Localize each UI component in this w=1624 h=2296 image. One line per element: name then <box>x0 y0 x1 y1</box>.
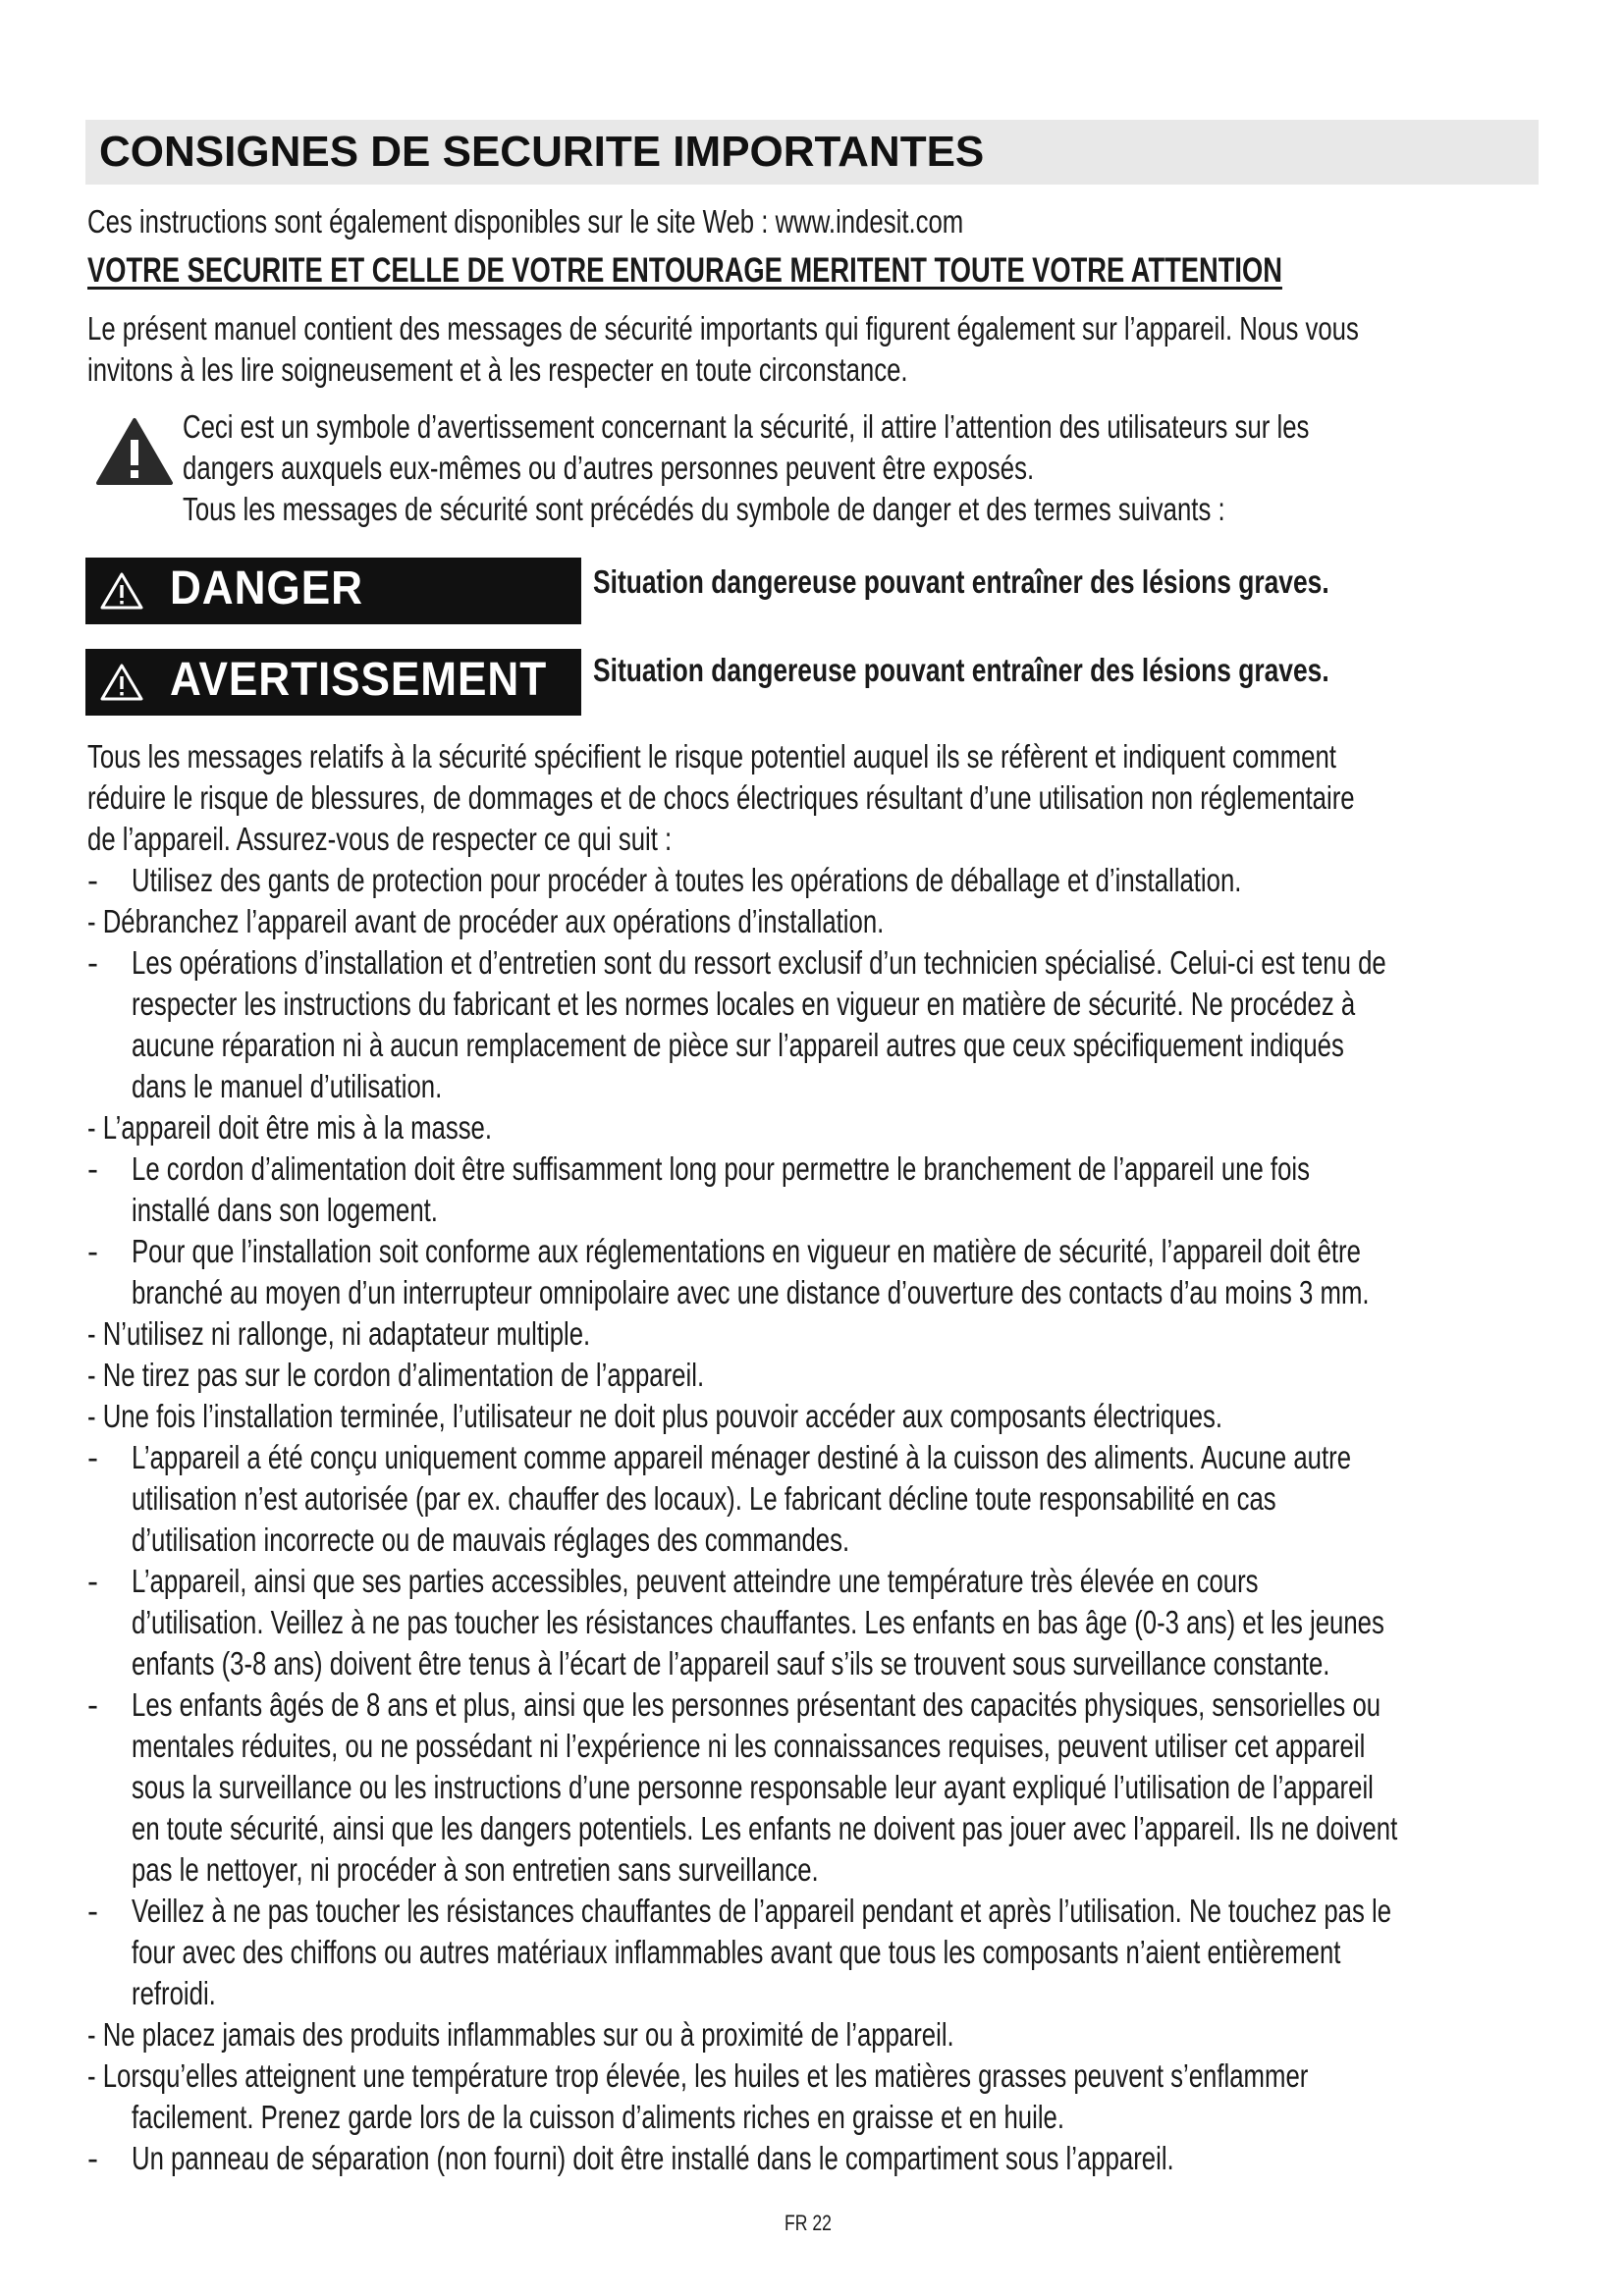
list-item: - Ne placez jamais des produits inflammables sur ou à proximité de l’appareil. <box>87 2016 954 2053</box>
symbol-line-3: Tous les messages de sécurité sont précédés du symbole de danger et des termes suivants : <box>183 491 1225 527</box>
section-subtitle: VOTRE SECURITE ET CELLE DE VOTRE ENTOURAGE MERITENT TOUTE VOTRE ATTENTION <box>87 251 1282 290</box>
list-item-continued: dans le manuel d’utilisation. <box>132 1068 443 1104</box>
list-item: L’appareil a été conçu uniquement comme appareil ménager destiné à la cuisson des aliments. Aucune autre <box>132 1439 1352 1475</box>
list-item-continued: d’utilisation incorrecte ou de mauvais réglages des commandes. <box>132 1522 850 1558</box>
list-item: Un panneau de séparation (non fourni) doit être installé dans le compartiment sous l’appareil. <box>132 2140 1174 2176</box>
symbol-line-1: Ceci est un symbole d’avertissement concernant la sécurité, il attire l’attention des utilisateurs sur les <box>183 408 1310 445</box>
avertissement-warning-icon <box>99 663 144 702</box>
body-line-1: Tous les messages relatifs à la sécurité spécifient le risque potentiel auquel ils se réfèrent et indiquent comment <box>87 738 1336 774</box>
warning-badge <box>85 649 581 716</box>
danger-label: DANGER <box>170 562 363 614</box>
symbol-line-2: dangers auxquels eux-mêmes ou d’autres personnes peuvent être exposés. <box>183 450 1035 486</box>
page-number: FR 22 <box>785 2211 832 2235</box>
list-item-continued: mentales réduites, ou ne possédant ni l’expérience ni les connaissances requises, peuvent utiliser cet appareil <box>132 1728 1366 1764</box>
list-item: Les opérations d’installation et d’entretien sont du ressort exclusif d’un technicien spécialisé. Celui-ci est tenu de <box>132 944 1386 981</box>
list-item: Utilisez des gants de protection pour procéder à toutes les opérations de déballage et d’installation. <box>132 862 1242 898</box>
bullet-dash: - <box>87 1150 98 1187</box>
list-item: Les enfants âgés de 8 ans et plus, ainsi que les personnes présentant des capacités physiques, sensorielles ou <box>132 1686 1381 1723</box>
danger-badge <box>85 558 581 624</box>
list-item: L’appareil, ainsi que ses parties accessibles, peuvent atteindre une température très élevée en cours <box>132 1563 1259 1599</box>
warning-triangle-icon <box>94 416 175 487</box>
list-item-continued: refroidi. <box>132 1975 216 2011</box>
list-item: - L’appareil doit être mis à la masse. <box>87 1109 493 1146</box>
intro-line-1: Le présent manuel contient des messages de sécurité importants qui figurent également sur l’appareil. Nous vous <box>87 310 1359 347</box>
bullet-dash: - <box>87 1686 98 1723</box>
bullet-dash: - <box>87 1893 98 1929</box>
bullet-dash: - <box>87 1563 98 1599</box>
bullet-dash: - <box>87 2140 98 2176</box>
intro-line-2: invitons à les lire soigneusement et à les respecter en toute circonstance. <box>87 351 908 388</box>
bullet-dash: - <box>87 862 98 898</box>
list-item-continued: aucune réparation ni à aucun remplacement de pièce sur l’appareil autres que ceux spécifiquement indiqués <box>132 1027 1344 1063</box>
bullet-dash: - <box>87 1439 98 1475</box>
list-item-continued: d’utilisation. Veillez à ne pas toucher les résistances chauffantes. Les enfants en bas âge (0-3 ans) et les jeunes <box>132 1604 1384 1640</box>
danger-description: Situation dangereuse pouvant entraîner des lésions graves. <box>593 563 1329 600</box>
list-item-continued: en toute sécurité, ainsi que les dangers potentiels. Les enfants ne doivent pas jouer avec l’appareil. Ils ne doivent <box>132 1810 1398 1846</box>
list-item-continued: pas le nettoyer, ni procéder à son entretien sans surveillance. <box>132 1851 819 1888</box>
warning-description: Situation dangereuse pouvant entraîner des lésions graves. <box>593 652 1329 688</box>
list-item: - Ne tirez pas sur le cordon d’alimentation de l’appareil. <box>87 1357 705 1393</box>
body-line-2: réduire le risque de blessures, de dommages et de chocs électriques résultant d’une utilisation non réglementaire <box>87 779 1355 816</box>
bullet-dash: - <box>87 1233 98 1269</box>
list-item-continued: four avec des chiffons ou autres matériaux inflammables avant que tous les composants n’aient entièrement <box>132 1934 1341 1970</box>
website-line: Ces instructions sont également disponibles sur le site Web : www.indesit.com <box>87 203 964 240</box>
list-item: Pour que l’installation soit conforme aux réglementations en vigueur en matière de sécurité, l’appareil doit être <box>132 1233 1361 1269</box>
title-bar <box>85 120 1539 185</box>
list-item: - Une fois l’installation terminée, l’utilisateur ne doit plus pouvoir accéder aux composants électriques. <box>87 1398 1223 1434</box>
list-item-continued: respecter les instructions du fabricant et les normes locales en vigueur en matière de sécurité. Ne procédez à <box>132 986 1356 1022</box>
list-item-continued: installé dans son logement. <box>132 1192 438 1228</box>
danger-warning-icon <box>99 571 144 611</box>
warning-label: AVERTISSEMENT <box>170 654 548 706</box>
list-item-continued: utilisation n’est autorisée (par ex. chauffer des locaux). Le fabricant décline toute responsabilité en cas <box>132 1480 1276 1517</box>
list-item-continued: facilement. Prenez garde lors de la cuisson d’aliments riches en graisse et en huile. <box>132 2099 1065 2135</box>
list-item-continued: enfants (3-8 ans) doivent être tenus à l’écart de l’appareil sauf s’ils se trouvent sous surveillance constante. <box>132 1645 1330 1682</box>
list-item-continued: branché au moyen d’un interrupteur omnipolaire avec une distance d’ouverture des contacts d’au moins 3 mm. <box>132 1274 1370 1310</box>
list-item: - Lorsqu’elles atteignent une température trop élevée, les huiles et les matières grasses peuvent s’enflammer <box>87 2057 1309 2094</box>
bullet-dash: - <box>87 944 98 981</box>
list-item: Le cordon d’alimentation doit être suffisamment long pour permettre le branchement de l’appareil une fois <box>132 1150 1310 1187</box>
body-line-3: de l’appareil. Assurez-vous de respecter ce qui suit : <box>87 821 673 857</box>
list-item: - Débranchez l’appareil avant de procéder aux opérations d’installation. <box>87 903 885 939</box>
list-item: - N’utilisez ni rallonge, ni adaptateur multiple. <box>87 1315 591 1352</box>
page-title: CONSIGNES DE SECURITE IMPORTANTES <box>99 128 985 176</box>
list-item: Veillez à ne pas toucher les résistances chauffantes de l’appareil pendant et après l’utilisation. Ne touchez pas le <box>132 1893 1392 1929</box>
list-item-continued: sous la surveillance ou les instructions d’une personne responsable leur ayant expliqué l’utilisation de l’appareil <box>132 1769 1374 1805</box>
